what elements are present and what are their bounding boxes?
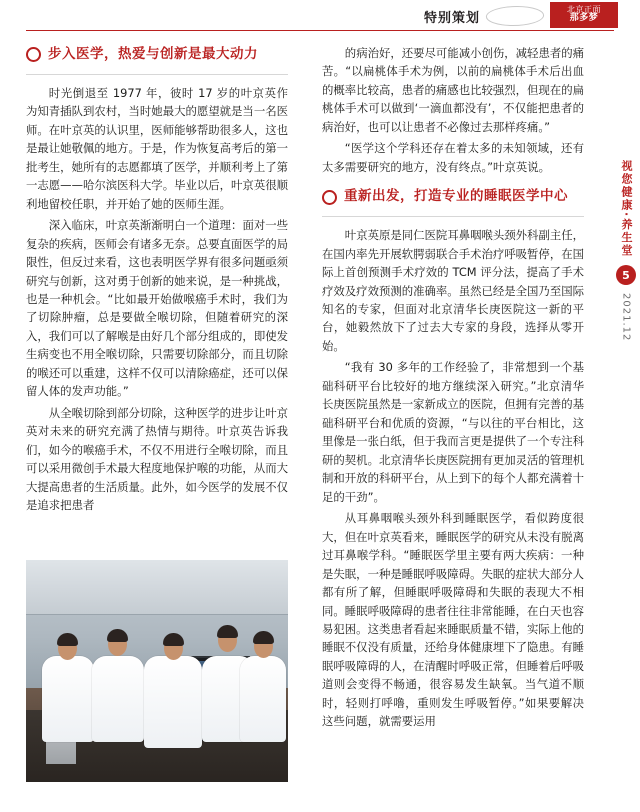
photo-person-hair <box>163 633 184 646</box>
paragraph: 深入临床，叶京英渐渐明白一个道理：面对一些复杂的疾病，医师会有诸多无奈。总要直面医学的局限性，但反过来看，这也表明医学界有很多问题亟须研究与创新，这对勇于创新的她来说，是一种挑战，也是一种机会。“比如最开始做喉癌手术时，我们为了切除肿瘤，总是要做全喉切除，但随着研究的深入，我们可以了解喉是由好几个部分组成的，即使发生病变也不用全喉切除，只需要切除部分，而且切除的喉还可以重建，这样不仅可以清除癌症，还可以保留人体的发声功能。” <box>26 218 289 399</box>
page-header <box>0 0 640 34</box>
right-section-heading <box>322 186 584 208</box>
photo-person <box>240 656 286 742</box>
photo-person <box>92 656 144 742</box>
paragraph: “医学这个学科还存在着太多的未知领域，还有太多需要研究的地方，没有终点。”叶京英说。 <box>322 141 584 174</box>
photo-person <box>42 656 94 742</box>
paragraph: 时光倒退至 1977 年，彼时 17 岁的叶京英作为知青插队到农村，当时她最大的愿望就是当一名医师。在叶京英的认识里，医师能够帮助很多人，这也是最让她敬佩的地方。于是，作为恢复高考后的第一批考生，她所有的志愿都填了医学，并顺利考上了第一志愿——哈尔滨医科大学。毕业以后，叶京英很顺利地留校任职，并开始了她的医师生涯。 <box>26 85 288 211</box>
header-swoosh-ornament <box>484 6 546 26</box>
paragraph: “我有 30 多年的工作经验了，非常想到一个基础科研平台比较好的地方继续深入研究。”北京清华长庚医院虽然是一家新成立的医院，但拥有完善的基础科研平台和优质的资源，“与以往的平台相比，这里像是一张白纸，但于我而言更是提供了一个专注科研的契机。北京清华长庚医院拥有更加灵活的管理机制和开放的科研平台，从上到下的每个人都充满着十足的干劲”。 <box>322 360 584 504</box>
right-column <box>322 44 584 734</box>
paragraph: 从耳鼻咽喉头颈外科到睡眠医学，看似跨度很大，但在叶京英看来，睡眠医学的研究从未没有脱离过耳鼻喉学科。“睡眠医学里主要有两大疾病：一种是失眠，一种是睡眠呼吸障碍。失眠的症状大部分人都有所了解，但睡眠呼吸障碍和失眠的表现大不相同。睡眠呼吸障碍的患者往往非常能睡，在白天也容易犯困。这类患者看起来睡眠质量不错，实际上他的睡眠不仅没有质量，还给身体健康埋下了隐患。有睡眠呼吸障碍的人，在清醒时呼吸正常，但睡着后呼吸道则会变得不畅通，很容易发生缺氧。当气道不顺时，轻则打呼噜，重则发生呼吸暂停。”如果要解决这些问题，就需要运用 <box>322 511 584 729</box>
issue-date: 2021.12 <box>620 293 632 342</box>
photo-person-hair <box>253 631 274 644</box>
photo-wall-panel <box>26 560 288 615</box>
photo-person-hair <box>57 633 78 646</box>
masthead-line1: 北京正面 <box>567 5 601 15</box>
circle-bullet-icon <box>322 190 337 205</box>
side-rail-label: 视您健康·养生堂 <box>620 160 633 258</box>
header-divider <box>26 30 614 31</box>
page-number-badge: 5 <box>616 265 636 285</box>
left-section-heading <box>26 44 288 66</box>
left-section-title: 步入医学，热爱与创新是最大动力 <box>48 46 258 62</box>
photo-person <box>144 656 202 748</box>
article-photo <box>26 560 288 782</box>
photo-person-hair <box>107 629 128 642</box>
side-rail <box>616 160 636 342</box>
photo-person-hair <box>217 625 238 638</box>
circle-bullet-icon <box>26 47 41 62</box>
left-section-divider <box>26 74 288 75</box>
masthead-line2: 那多梦 <box>569 13 599 24</box>
right-section-title: 重新出发，打造专业的睡眠医学中心 <box>344 188 568 205</box>
left-column <box>26 44 288 518</box>
header-title: 特别策划 <box>423 11 480 26</box>
masthead-logo <box>550 2 618 28</box>
paragraph: 叶京英原是同仁医院耳鼻咽喉头颈外科副主任，在国内率先开展软腭弱联合手术治疗呼吸暂停，在国际上首创预测手术疗效的 TCM 评分法，提高了手术疗效及疗效预测的准确率。虽然已经是全国乃至国际知名的专家，但面对北京清华长庚医院这一新的平台，她毅然放下了过去大专家的身段，选择从零开始。 <box>322 228 585 353</box>
right-section-divider <box>322 216 584 217</box>
paragraph: 从全喉切除到部分切除，这种医学的进步让叶京英对未来的研究充满了热情与期待。叶京英告诉我们，如今的喉癌手术，不仅不用进行全喉切除，而且可以采用微创手术最大程度地保护喉的功能，从而大大提高患者的生活质量。此外，如今医学的发展不仅是追求把患者 <box>26 405 289 513</box>
paragraph: 的病治好，还要尽可能减小创伤，减轻患者的痛苦。“以扁桃体手术为例，以前的扁桃体手术后出血的概率比较高，患者的痛感也比较强烈，但现在的扁桃体手术可以做到‘一滴血都没有’，不仅能把患者的病治好，也可以让患者不必像过去那样疼痛。” <box>322 46 585 134</box>
